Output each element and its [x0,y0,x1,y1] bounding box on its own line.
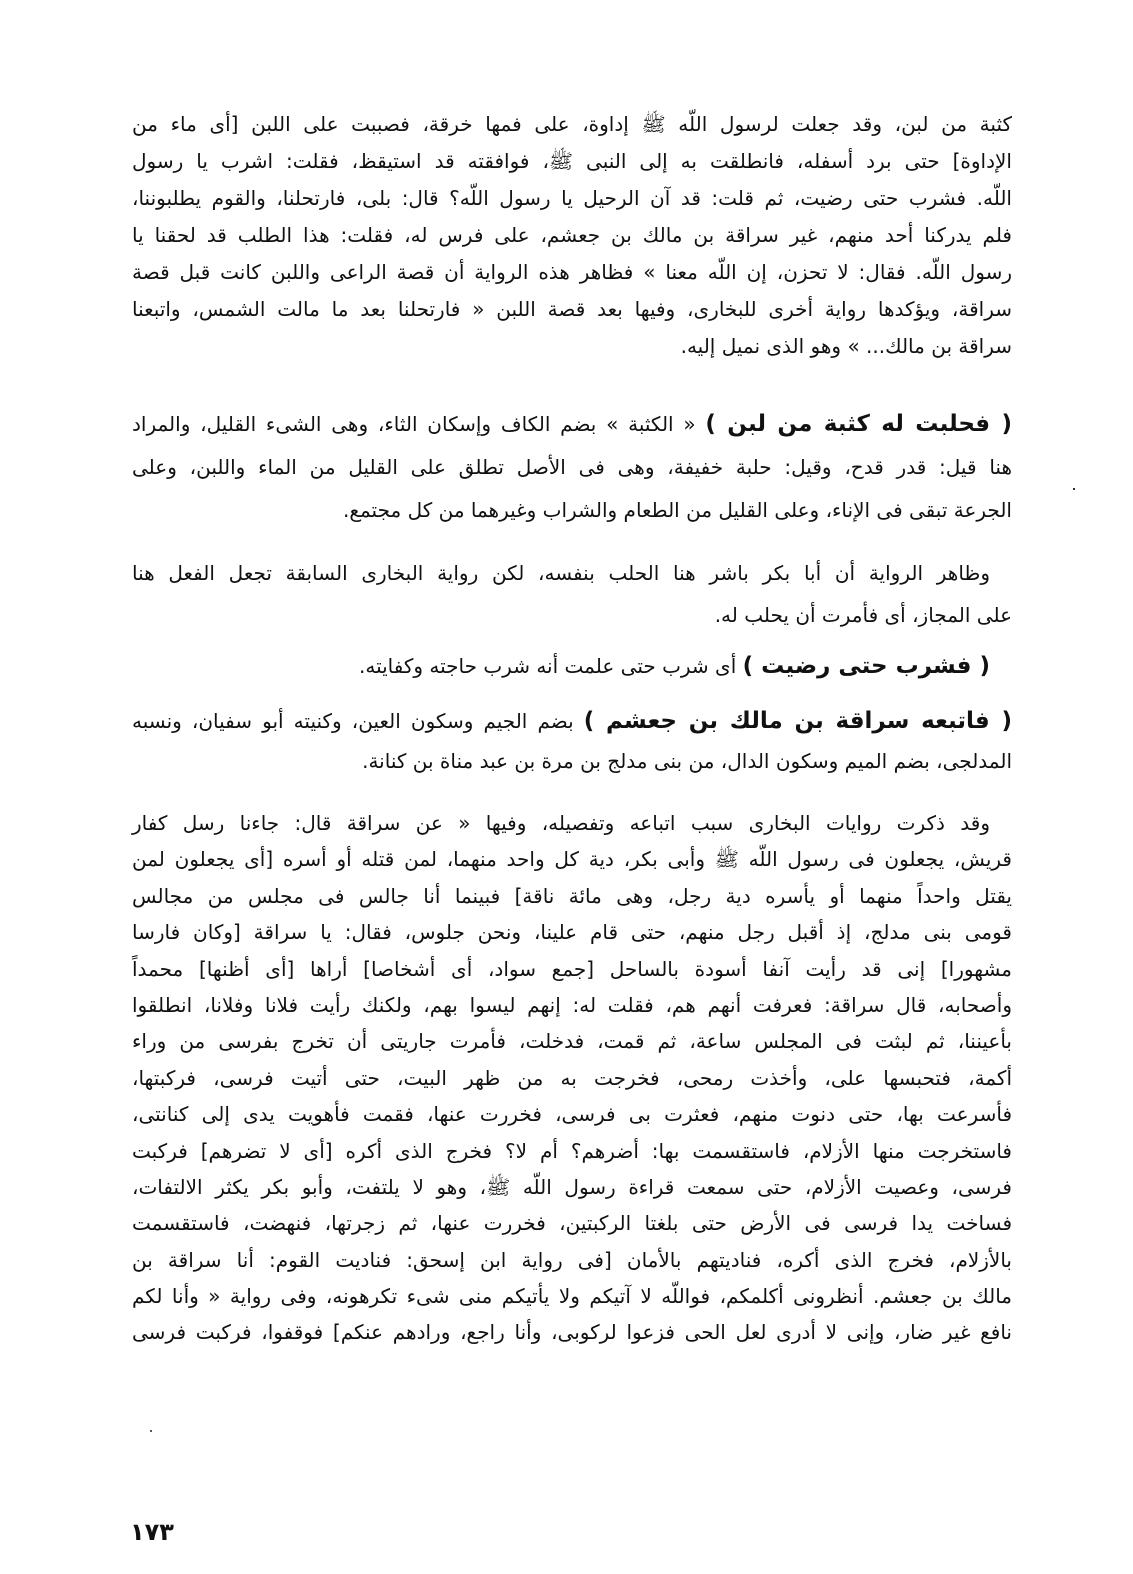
paragraph-riwaya [132,552,1012,636]
text-line: وقد ذكرت روايات البخارى سبب اتباعه وتفصيله، وفيها « عن سراقة قال: جاءنا رسل كفار [132,811,990,835]
text-line: المدلجى، بضم الميم وسكون الدال، من بنى مدلج بن مرة بن عبد مناة بن كنانة. [362,749,1012,773]
commentary: بضم الجيم وسكون العين، وكنيته أبو سفيان، ونسبه [132,709,584,733]
paragraph-bukhari-narration [132,805,1012,1351]
scan-speck [150,1430,152,1432]
text-line: وظاهر الرواية أن أبا بكر باشر هنا الحلب بنفسه، لكن رواية البخارى السابقة تجعل الفعل هنا [132,561,990,585]
text-line: أكمة، فتحبسها على، وأخذت رمحى، فخرجت به من ظهر البيت، حتى أتيت فرسى، فركبتها، [132,1065,1012,1090]
text-line: قريش، يجعلون فى رسول اللّه ﷺ وأبى بكر، دية كل واحد منهما، لمن قتله أو أسره [أى يجعلون لمن [132,847,1012,872]
text-line [132,701,1012,741]
text-line: يقتل واحداً منهما أو يأسره دية رجل، وهى مائة ناقة] فبينما أنا جالس فى مجلس من مجالس [132,883,1012,908]
text-line: فلم يدركنا أحد منهم، غير سراقة بن مالك بن جعشم، على فرس له، فقلت: هذا الطلب قد لحقنا يا [132,223,1012,247]
text-line: الجرعة تبقى فى الإناء، وعلى القليل من الطعام والشراب وغيرهما من كل مجتمع. [342,498,1012,522]
quoted-phrase: ( فاتبعه سراقة بن مالك بن جعشم ) [583,708,1012,734]
text-line: مشهورا] إنى قد رأيت آنفا أسودة بالساحل [جمع سواد، أى أشخاصا] أراها [أى أظنها] محمداً [132,956,1012,981]
page-number: ١٧٣ [130,1518,174,1546]
text-line: قومى بنى مدلج، إذ أقبل رجل منهم، حتى قام علينا، ونحن جلوس، فقال: يا سراقة [وكان فارسا [132,920,1012,945]
text-line: وأصحابه، قال سراقة: فعرفت أنهم هم، فقلت له: إنهم ليسوا بهم، ولكنك رأيت فلانا وفلانا، انطلقوا [132,992,1012,1017]
text-line: الإداوة] حتى برد أسفله، فانطلقت به إلى النبى ﷺ، فوافقته قد استيقظ، فقلت: اشرب يا رسول [132,149,1012,173]
text-line: فساخت يدا فرسى فى الأرض حتى بلغتا الركبتين، فخررت عنها، ثم زجرتها، فنهضت، فاستقسمت [132,1211,1012,1236]
commentary: « الكثبة » بضم الكاف وإسكان الثاء، وهى الشىء القليل، والمراد [132,412,696,436]
text-line: نافع غير ضار، وإنى لا أدرى لعل الحى فزعوا لركوبى، وأنا راجع، ورادهم عنكم] فوقفوا، فركبت فرسى [132,1320,1012,1345]
text-line: فاستخرجت منها الأزلام، فاستقسمت بها: أضرهم؟ أم لا؟ فخرج الذى أكره [أى لا تضرهم] فركبت [132,1138,1012,1163]
text-line: مالك بن جعشم. أنظرونى أكلمكم، فواللّه لا آتيكم ولا يأتيكم منى شىء تكرهونه، وفى رواية « وأنا لكم [132,1284,1012,1309]
quoted-phrase: ( فشرب حتى رضيت ) [742,653,990,679]
paragraph-continuation [132,106,1012,365]
text-line: سراقة، ويؤكدها رواية أخرى للبخارى، وفيها بعد قصة اللبن « فارتحلنا بعد ما مالت الشمس، واتبعنا [132,297,1012,321]
paragraph-fashariba [132,648,1012,685]
text-line: رسول اللّه. فقال: لا تحزن، إن اللّه معنا » فظاهر هذه الرواية أن قصة الراعى واللبن كانت قبل قصة [132,260,1012,284]
scan-speck [1073,488,1075,490]
text-line: كثبة من لبن، وقد جعلت لرسول اللّه ﷺ إداوة، على فمها خرقة، فصببت على اللبن [أى ماء من [132,112,1012,136]
book-page-text [132,106,1012,1351]
text-line: بأعيننا، ثم لبثت فى المجلس ساعة، ثم قمت، فدخلت، فأمرت جاريتى أن تخرج بفرسى من وراء [132,1029,1012,1054]
paragraph-kuthba [132,403,1012,532]
text-line: اللّه. فشرب حتى رضيت، ثم قلت: قد آن الرحيل يا رسول اللّه؟ قال: بلى، فارتحلنا، والقوم يطلبوننا، [132,186,1012,210]
text-line: هنا قيل: قدر قدح، وقيل: حلبة خفيفة، وهى فى الأصل تطلق على القليل من الماء واللبن، وعلى [132,455,1012,479]
text-line [132,648,1012,685]
text-line: على المجاز، أى فأمرت أن يحلب له. [714,603,1012,627]
text-line: سراقة بن مالك... » وهو الذى نميل إليه. [680,334,1012,358]
commentary: أى شرب حتى علمت أنه شرب حاجته وكفايته. [358,654,743,678]
text-line: بالأزلام، فخرج الذى أكره، فناديتهم بالأمان [فى رواية ابن إسحق: فناديت القوم: أنا سراقة بن [132,1247,1012,1272]
text-line [132,403,1012,446]
paragraph-suraqa [132,701,1012,781]
quoted-phrase: ( فحلبت له كثبة من لبن ) [705,411,1012,437]
text-line: فرسى، وعصيت الأزلام، حتى سمعت قراءة رسول اللّه ﷺ، وهو لا يلتفت، وأبو بكر يكثر الالتفات، [132,1174,1012,1199]
text-line: فأسرعت بها، حتى دنوت منهم، فعثرت بى فرسى، فخررت عنها، فقمت فأهويت يدى إلى كنانتى، [132,1102,1012,1127]
